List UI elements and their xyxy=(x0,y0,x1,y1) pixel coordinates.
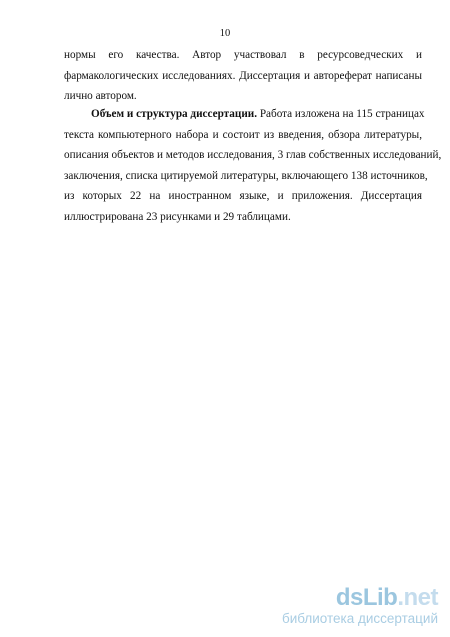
paragraph-continued xyxy=(64,45,422,107)
paragraph-structure xyxy=(64,104,442,228)
text-line: заключения, списка цитируемой литературы, включающего 138 источников, xyxy=(64,169,428,182)
dslib-watermark xyxy=(248,585,438,627)
text-line xyxy=(64,104,425,125)
text-line: текста компьютерного набора и состоит из введения, обзора литературы, xyxy=(64,128,422,141)
text-line: иллюстрирована 23 рисунками и 29 таблицами. xyxy=(64,210,291,223)
page-number: 10 xyxy=(219,28,231,39)
section-heading: Объем и структура диссертации. xyxy=(91,108,258,120)
watermark-subtitle: библиотека диссертаций xyxy=(281,611,438,626)
text-line: нормы его качества. Автор участвовал в ресурсоведческих и xyxy=(64,49,422,61)
text-line: описания объектов и методов исследования, 3 глав собственных исследований, xyxy=(64,149,442,162)
text-line: из которых 22 на иностранном языке, и приложения. Диссертация xyxy=(64,190,422,203)
watermark-logo: dsLib.net xyxy=(335,584,438,611)
heading-continuation: Работа изложена на 115 страницах xyxy=(257,108,425,120)
text-line: лично автором. xyxy=(64,90,137,103)
text-line: фармакологических исследованиях. Диссертация и автореферат написаны xyxy=(64,69,422,82)
